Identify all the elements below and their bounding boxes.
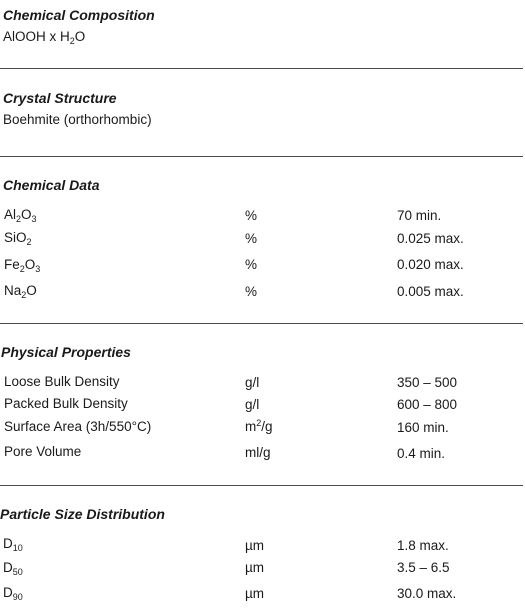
property-unit: g/l: [245, 397, 260, 412]
chemical-name: [4, 230, 32, 245]
chemical-name-subscript: 3: [35, 264, 41, 274]
particle-value: 3.5 – 6.5: [397, 560, 450, 575]
chemical-value: 0.005 max.: [397, 284, 464, 299]
property-value: 0.4 min.: [397, 446, 446, 461]
chemical-unit: %: [245, 231, 258, 246]
particle-label-part: D: [3, 536, 13, 551]
particle-label-subscript: 90: [12, 592, 23, 602]
particle-unit: µm: [245, 586, 265, 601]
particle-value: 30.0 max.: [397, 586, 457, 601]
chemical-name-subscript: 3: [31, 214, 37, 224]
chemical-name-subscript: 2: [16, 214, 22, 224]
unit-superscript: 2: [256, 418, 262, 428]
chemical-value: 70 min.: [397, 208, 442, 223]
chemical-data-heading: Chemical Data: [3, 177, 100, 193]
unit-part: m: [245, 419, 257, 434]
property-label: Loose Bulk Density: [4, 374, 120, 389]
chemical-unit: %: [245, 208, 258, 223]
chemical-name-part: O: [21, 207, 32, 222]
chemical-composition-heading: Chemical Composition: [3, 7, 155, 23]
particle-label-subscript: 50: [12, 567, 23, 577]
property-unit: ml/g: [245, 445, 271, 460]
divider: [0, 156, 523, 157]
chemical-unit: %: [245, 284, 258, 299]
chemical-formula: [3, 29, 85, 44]
chemical-value: 0.020 max.: [397, 257, 464, 272]
chemical-name-part: SiO: [4, 230, 27, 245]
property-label: Surface Area (3h/550°C): [4, 419, 152, 434]
chemical-name: [4, 283, 37, 298]
chemical-name-part: O: [26, 283, 37, 298]
property-unit: g/l: [245, 375, 260, 390]
chemical-name-subscript: 2: [19, 264, 25, 274]
chemical-name-part: Al: [4, 207, 17, 222]
chemical-value: 0.025 max.: [397, 231, 464, 246]
property-unit: [245, 419, 273, 434]
chemical-name-subscript: 2: [26, 237, 32, 247]
chemical-name-part: Fe: [4, 257, 20, 272]
divider: [0, 323, 523, 324]
particle-label: [3, 536, 23, 551]
chemical-name-part: Na: [4, 283, 22, 298]
chemical-name: [4, 207, 37, 222]
chemical-name-part: O: [24, 257, 36, 272]
particle-label: [3, 560, 23, 575]
unit-part: /g: [261, 419, 273, 434]
particle-size-heading: Particle Size Distribution: [0, 506, 165, 522]
formula-part-a: AlOOH x H: [3, 29, 70, 44]
property-label: Pore Volume: [4, 444, 82, 459]
property-value: 350 – 500: [397, 375, 458, 390]
property-value: 600 – 800: [397, 397, 458, 412]
formula-part-b: O: [74, 29, 86, 44]
particle-label: [3, 585, 23, 600]
chemical-name: [4, 257, 40, 272]
particle-label-subscript: 10: [12, 543, 23, 553]
chemical-unit: %: [245, 257, 258, 272]
divider: [0, 485, 523, 486]
particle-unit: µm: [245, 538, 265, 553]
particle-label-part: D: [3, 585, 13, 600]
particle-unit: µm: [245, 560, 265, 575]
physical-properties-heading: Physical Properties: [1, 344, 131, 360]
divider: [0, 68, 523, 69]
particle-value: 1.8 max.: [397, 538, 449, 553]
property-label: Packed Bulk Density: [4, 396, 128, 411]
crystal-structure-value: Boehmite (orthorhombic): [3, 112, 152, 127]
chemical-name-subscript: 2: [21, 290, 27, 300]
property-value: 160 min.: [397, 420, 449, 435]
particle-label-part: D: [3, 560, 13, 575]
formula-subscript: 2: [69, 36, 75, 46]
crystal-structure-heading: Crystal Structure: [3, 90, 117, 106]
